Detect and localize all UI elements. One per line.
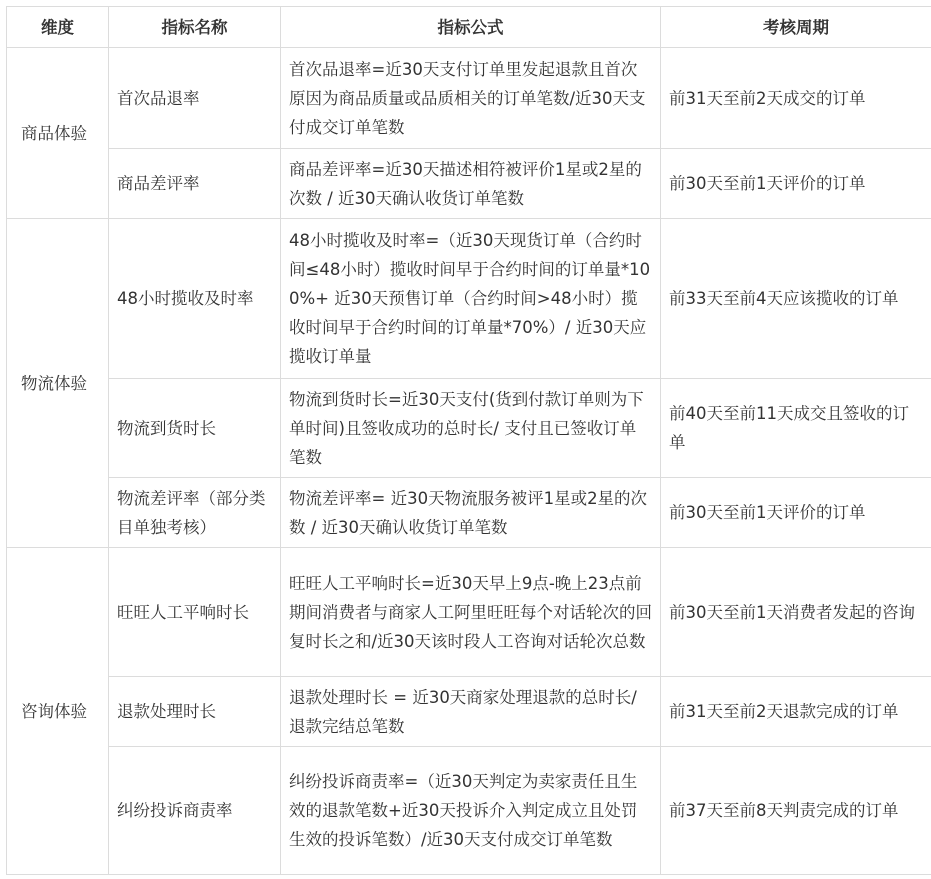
metric-name-cell: 商品差评率 bbox=[109, 149, 281, 219]
metric-name-cell: 退款处理时长 bbox=[109, 677, 281, 747]
formula-cell: 商品差评率=近30天描述相符被评价1星或2星的次数 / 近30天确认收货订单笔数 bbox=[281, 149, 661, 219]
formula-cell: 48小时揽收及时率=（近30天现货订单（合约时间≤48小时）揽收时间早于合约时间的订单量*100%+ 近30天预售订单（合约时间>48小时）揽收时间早于合约时间的订单量*70%）/ 近30天应揽收订单量 bbox=[281, 219, 661, 379]
metric-name-cell: 旺旺人工平响时长 bbox=[109, 548, 281, 677]
period-cell: 前33天至前4天应该揽收的订单 bbox=[661, 219, 931, 379]
metric-name-cell: 48小时揽收及时率 bbox=[109, 219, 281, 379]
period-cell: 前31天至前2天退款完成的订单 bbox=[661, 677, 931, 747]
dimension-cell: 物流体验 bbox=[7, 219, 109, 548]
table-row bbox=[7, 219, 931, 379]
header-formula: 指标公式 bbox=[281, 7, 661, 48]
header-row bbox=[7, 7, 931, 48]
table-row bbox=[7, 747, 931, 875]
formula-cell: 旺旺人工平响时长=近30天早上9点-晚上23点前期间消费者与商家人工阿里旺旺每个对话轮次的回复时长之和/近30天该时段人工咨询对话轮次总数 bbox=[281, 548, 661, 677]
period-cell: 前37天至前8天判责完成的订单 bbox=[661, 747, 931, 875]
table-row bbox=[7, 149, 931, 219]
metric-name-cell: 首次品退率 bbox=[109, 48, 281, 149]
table-row bbox=[7, 379, 931, 478]
table-row bbox=[7, 48, 931, 149]
table-row bbox=[7, 478, 931, 548]
period-cell: 前40天至前11天成交且签收的订单 bbox=[661, 379, 931, 478]
period-cell: 前30天至前1天评价的订单 bbox=[661, 478, 931, 548]
dimension-cell: 商品体验 bbox=[7, 48, 109, 219]
metrics-table bbox=[6, 6, 931, 875]
formula-cell: 首次品退率=近30天支付订单里发起退款且首次原因为商品质量或品质相关的订单笔数/近30天支付成交订单笔数 bbox=[281, 48, 661, 149]
header-dimension: 维度 bbox=[7, 7, 109, 48]
formula-cell: 物流到货时长=近30天支付(货到付款订单则为下单时间)且签收成功的总时长/ 支付且已签收订单笔数 bbox=[281, 379, 661, 478]
table-row bbox=[7, 548, 931, 677]
metric-name-cell: 物流到货时长 bbox=[109, 379, 281, 478]
formula-cell: 退款处理时长 = 近30天商家处理退款的总时长/退款完结总笔数 bbox=[281, 677, 661, 747]
header-period: 考核周期 bbox=[661, 7, 931, 48]
table-row bbox=[7, 677, 931, 747]
metric-name-cell: 物流差评率（部分类目单独考核） bbox=[109, 478, 281, 548]
formula-cell: 物流差评率= 近30天物流服务被评1星或2星的次数 / 近30天确认收货订单笔数 bbox=[281, 478, 661, 548]
header-metric-name: 指标名称 bbox=[109, 7, 281, 48]
dimension-cell: 咨询体验 bbox=[7, 548, 109, 875]
formula-cell: 纠纷投诉商责率=（近30天判定为卖家责任且生效的退款笔数+近30天投诉介入判定成立且处罚生效的投诉笔数）/近30天支付成交订单笔数 bbox=[281, 747, 661, 875]
metric-name-cell: 纠纷投诉商责率 bbox=[109, 747, 281, 875]
period-cell: 前30天至前1天评价的订单 bbox=[661, 149, 931, 219]
period-cell: 前31天至前2天成交的订单 bbox=[661, 48, 931, 149]
period-cell: 前30天至前1天消费者发起的咨询 bbox=[661, 548, 931, 677]
